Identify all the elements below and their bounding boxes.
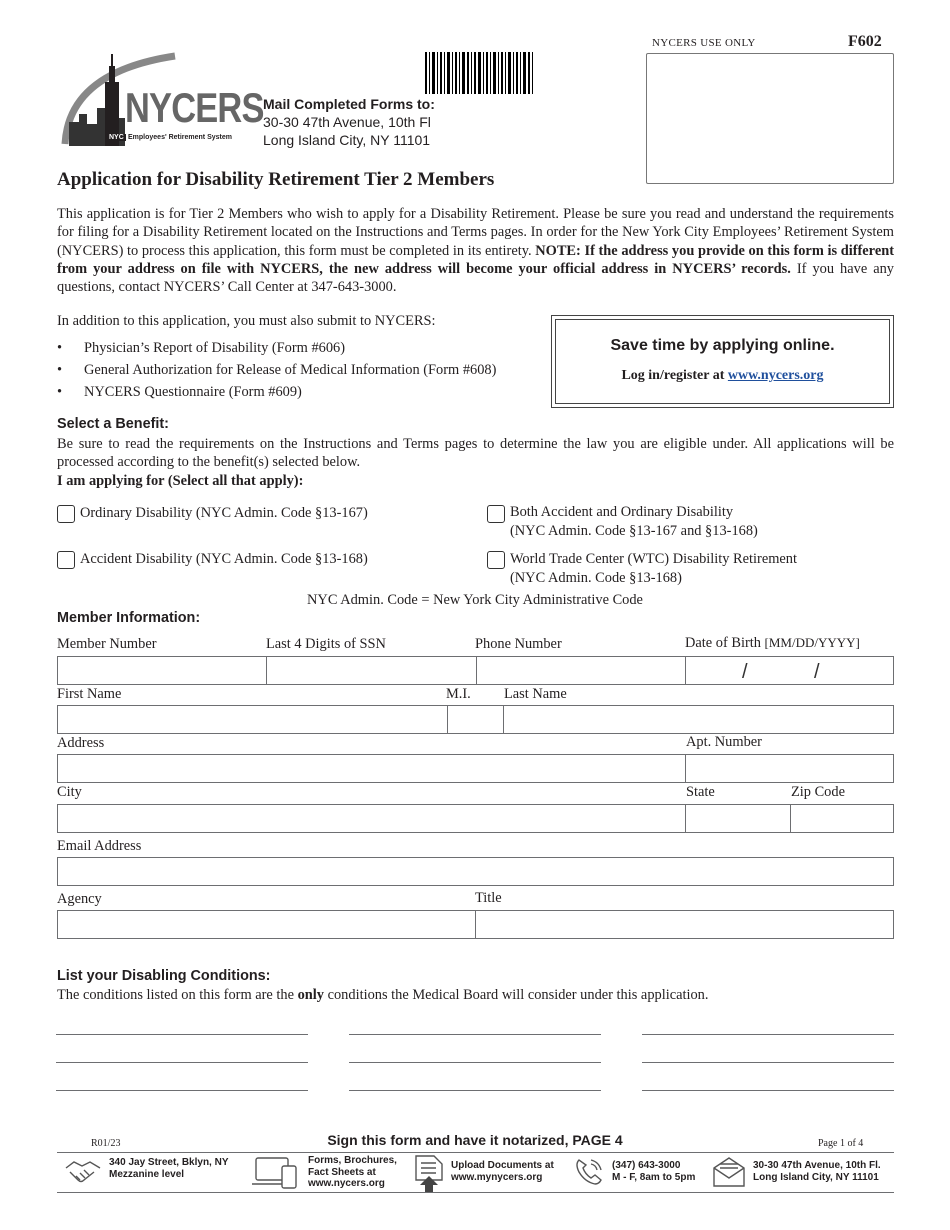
ssn-field[interactable] xyxy=(267,657,476,684)
accident-disability-label: Accident Disability (NYC Admin. Code §13-168) xyxy=(80,551,368,567)
address-label: Address xyxy=(57,735,105,751)
intro-text-2: If you have any questions, contact NYCERS’ Call Center at 347-643-3000. xyxy=(57,260,894,296)
option-line2: (NYC Admin. Code §13-167 and §13-168) xyxy=(510,523,758,539)
agency-field[interactable] xyxy=(58,911,475,938)
zip-label: Zip Code xyxy=(791,784,845,800)
title-label: Title xyxy=(475,890,502,906)
conditions-text-bold: only xyxy=(297,987,324,1003)
date-separator: / xyxy=(814,661,820,683)
also-submit-heading: In addition to this application, you must also submit to NYCERS: xyxy=(57,313,436,329)
use-only-label: NYCERS USE ONLY xyxy=(652,37,756,49)
member-row-6 xyxy=(57,910,894,939)
page-number: Page 1 of 4 xyxy=(818,1138,864,1149)
footer-line: www.nycers.org xyxy=(308,1178,385,1189)
apt-field[interactable] xyxy=(686,755,893,782)
member-number-label: Member Number xyxy=(57,636,157,652)
handshake-icon xyxy=(64,1156,102,1193)
member-row-4 xyxy=(57,804,894,833)
mail-line1: 30-30 47th Avenue, 10th Fl xyxy=(263,114,431,130)
document-title: Application for Disability Retirement Tier 2 Members xyxy=(57,169,495,190)
condition-line[interactable] xyxy=(349,1034,601,1035)
mail-to-block xyxy=(263,95,435,149)
use-only-box xyxy=(646,53,894,184)
required-form: Physician’s Report of Disability (Form #606) xyxy=(84,340,346,356)
condition-line[interactable] xyxy=(349,1062,601,1063)
phone-icon xyxy=(573,1156,605,1193)
footer-phone-info xyxy=(612,1160,695,1183)
footer-rule-bottom xyxy=(57,1192,894,1193)
member-info-heading: Member Information: xyxy=(57,610,201,626)
intro-text-1: This application is for Tier 2 Members who wish to apply for a Disability Retirement. Please be sure you read and understand the requirements for filing for a Disability Retirement located on the Instructions and Terms pages. In order for the New York City Employees’ Retirement System (NYCERS) to process this application, this form must be completed in its entirety. xyxy=(57,206,894,259)
devices-icon xyxy=(252,1156,302,1195)
conditions-text-pre: The conditions listed on this form are the xyxy=(57,987,298,1003)
first-name-label: First Name xyxy=(57,686,122,702)
condition-line[interactable] xyxy=(349,1090,601,1091)
mail-line2: Long Island City, NY 11101 xyxy=(263,132,431,148)
intro-address-note: NOTE: If the address you provide on this form is different from your address on file with NYCERS, the new address will become your official address in NYCERS’ records. xyxy=(57,242,894,277)
condition-line[interactable] xyxy=(56,1034,308,1035)
condition-line[interactable] xyxy=(56,1090,308,1091)
revision-code: R01/23 xyxy=(91,1138,121,1149)
footer-upload-info xyxy=(451,1160,554,1183)
footer-line: www.mynycers.org xyxy=(451,1171,543,1183)
condition-line[interactable] xyxy=(642,1034,894,1035)
condition-line[interactable] xyxy=(56,1062,308,1063)
footer-office-address xyxy=(109,1157,229,1180)
dob-label xyxy=(685,635,860,652)
title-field[interactable] xyxy=(476,911,893,938)
both-accident-ordinary-checkbox[interactable] xyxy=(487,505,505,523)
wtc-disability-checkbox[interactable] xyxy=(487,551,505,569)
agency-label: Agency xyxy=(57,891,102,907)
list-item xyxy=(57,381,496,403)
required-form: NYCERS Questionnaire (Form #609) xyxy=(84,384,302,400)
conditions-instructions xyxy=(57,987,708,1004)
phone-label: Phone Number xyxy=(475,636,562,652)
footer-rule-top xyxy=(57,1152,894,1153)
conditions-text-post: conditions the Medical Board will consider under this application. xyxy=(324,987,709,1003)
list-item xyxy=(57,337,496,359)
required-forms-list xyxy=(57,337,496,403)
login-text: Log in/register at xyxy=(621,368,728,383)
address-field[interactable] xyxy=(58,755,685,782)
apply-online-login xyxy=(556,368,889,384)
member-row-2 xyxy=(57,705,894,734)
benefit-instructions: Be sure to read the requirements on the Instructions and Terms pages to determine the law you are eligible under. All applications will be processed according to the benefit(s) selected below. xyxy=(57,436,894,471)
footer-mail-address xyxy=(753,1160,881,1183)
option-line1: Both Accident and Ordinary Disability xyxy=(510,504,734,520)
barcode-icon xyxy=(425,52,535,94)
logo-wordmark: NYCERS xyxy=(125,84,264,131)
member-number-field[interactable] xyxy=(58,657,266,684)
apply-online-box xyxy=(551,315,894,408)
wtc-disability-label xyxy=(510,550,797,588)
member-row-1 xyxy=(57,656,894,685)
bullet-icon: • xyxy=(57,340,63,356)
state-field[interactable] xyxy=(686,805,790,832)
mi-field[interactable] xyxy=(448,706,503,733)
applying-for-label: I am applying for (Select all that apply): xyxy=(57,473,304,489)
mi-label: M.I. xyxy=(446,686,471,702)
benefit-heading: Select a Benefit: xyxy=(57,416,169,432)
dob-format: [MM/DD/YYYY] xyxy=(764,635,860,650)
footer-line: Mezzanine level xyxy=(109,1168,185,1180)
envelope-icon xyxy=(712,1156,746,1193)
dob-field[interactable] xyxy=(686,657,893,684)
ordinary-disability-label: Ordinary Disability (NYC Admin. Code §13-167) xyxy=(80,505,368,521)
phone-field[interactable] xyxy=(477,657,685,684)
email-label: Email Address xyxy=(57,838,142,854)
member-row-3 xyxy=(57,754,894,783)
state-label: State xyxy=(686,784,715,800)
logo-badge: NYC xyxy=(109,134,124,141)
intro-paragraph xyxy=(57,205,894,296)
nycers-website-link[interactable]: www.nycers.org xyxy=(727,368,824,383)
first-name-field[interactable] xyxy=(58,706,447,733)
conditions-heading: List your Disabling Conditions: xyxy=(57,968,271,984)
apply-online-inner xyxy=(555,319,890,404)
admin-code-note: NYC Admin. Code = New York City Administrative Code xyxy=(307,592,643,608)
option-line1: World Trade Center (WTC) Disability Retirement xyxy=(510,551,797,567)
logo-tagline: Employees' Retirement System xyxy=(128,134,232,141)
ordinary-disability-checkbox[interactable] xyxy=(57,505,75,523)
bullet-icon: • xyxy=(57,362,63,378)
apt-label: Apt. Number xyxy=(686,734,762,750)
footer-forms-info xyxy=(308,1155,397,1190)
both-accident-ordinary-label xyxy=(510,503,758,541)
footer-line: Forms, Brochures, xyxy=(308,1155,397,1166)
city-field[interactable] xyxy=(58,805,685,832)
footer-line: 340 Jay Street, Bklyn, NY xyxy=(109,1157,229,1168)
footer-line: 30-30 47th Avenue, 10th Fl. xyxy=(753,1160,881,1171)
condition-line[interactable] xyxy=(642,1090,894,1091)
footer-line: M - F, 8am to 5pm xyxy=(612,1171,696,1183)
footer-line: Upload Documents at xyxy=(451,1160,554,1171)
footer-line: Fact Sheets at xyxy=(308,1166,376,1178)
sign-notarize-note: Sign this form and have it notarized, PAGE 4 xyxy=(327,1132,623,1148)
footer-line: (347) 643-3000 xyxy=(612,1160,681,1171)
city-label: City xyxy=(57,784,82,800)
email-field[interactable] xyxy=(57,857,894,886)
bullet-icon: • xyxy=(57,384,63,400)
barcode xyxy=(425,52,535,94)
zip-field[interactable] xyxy=(791,805,893,832)
last-name-label: Last Name xyxy=(504,686,567,702)
required-form: General Authorization for Release of Medical Information (Form #608) xyxy=(84,362,497,378)
upload-document-icon xyxy=(412,1154,448,1197)
mail-heading: Mail Completed Forms to: xyxy=(263,96,435,112)
condition-line[interactable] xyxy=(642,1062,894,1063)
apply-online-title: Save time by applying online. xyxy=(610,337,835,354)
ssn-label: Last 4 Digits of SSN xyxy=(266,636,386,652)
footer-line: Long Island City, NY 11101 xyxy=(753,1171,879,1183)
list-item xyxy=(57,359,496,381)
accident-disability-checkbox[interactable] xyxy=(57,551,75,569)
last-name-field[interactable] xyxy=(504,706,893,733)
dob-label-text: Date of Birth xyxy=(685,635,761,651)
nycers-logo xyxy=(55,52,264,152)
date-separator: / xyxy=(742,661,748,683)
option-line2: (NYC Admin. Code §13-168) xyxy=(510,570,682,586)
form-code: F602 xyxy=(848,33,882,50)
